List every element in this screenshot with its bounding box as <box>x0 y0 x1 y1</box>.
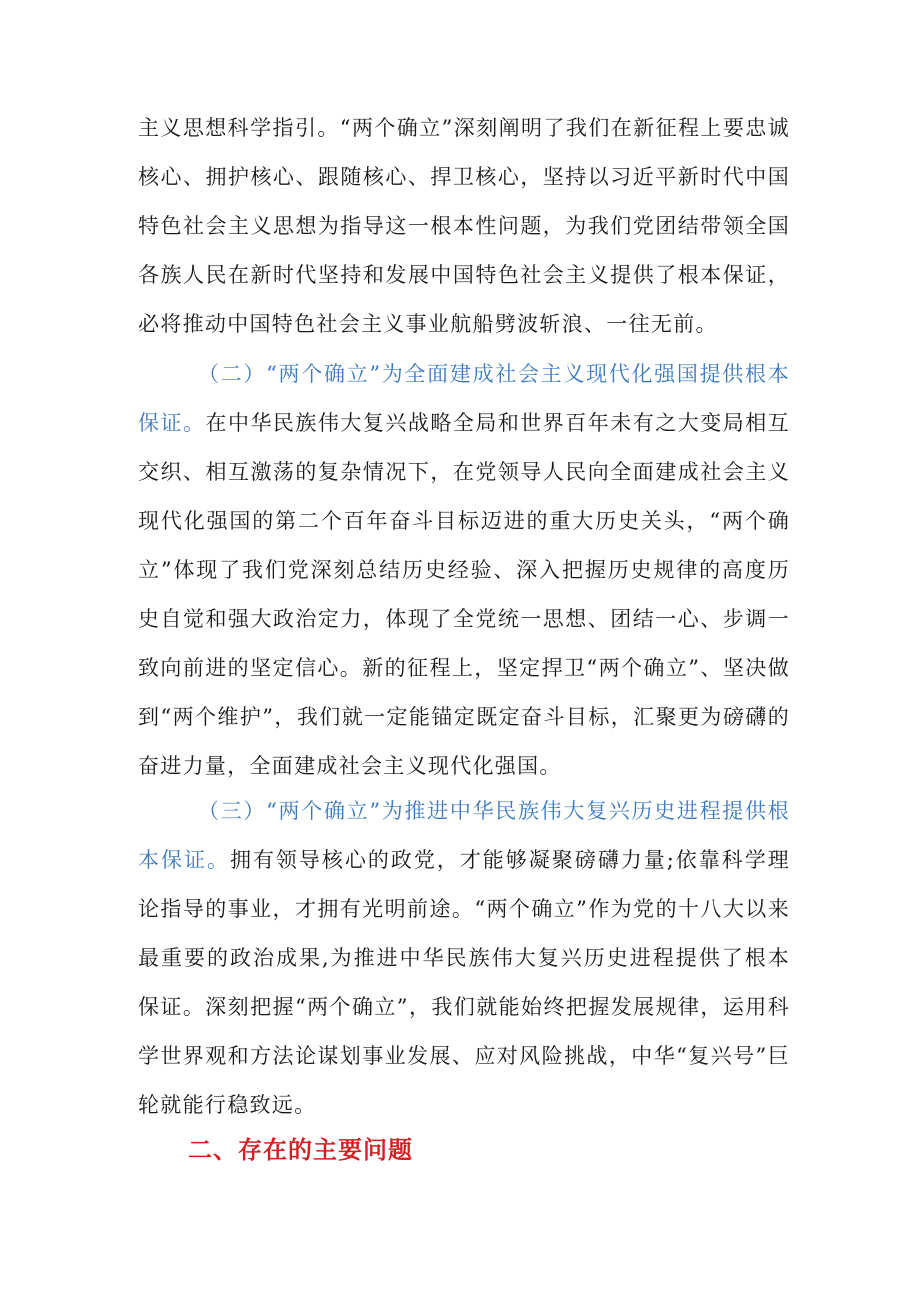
paragraph-section-3 <box>138 787 790 1130</box>
paragraph-body: 在中华民族伟大复兴战略全局和世界百年未有之大变局相互交织、相互激荡的复杂情况下，在党领导人民向全面建成社会主义现代化强国的第二个百年奋斗目标迈进的重大历史关头，“两个确立”体现了我们党深刻总结历史经验、深入把握历史规律的高度历史自觉和强大政治定力，体现了全党统一思想、团结一心、步调一致向前进的坚定信心。新的征程上，坚定捍卫“两个确立”、坚决做到“两个维护”，我们就一定能锚定既定奋斗目标，汇聚更为磅礴的奋进力量，全面建成社会主义现代化强国。 <box>138 411 790 778</box>
paragraph-body: 主义思想科学指引。“两个确立”深刻阐明了我们在新征程上要忠诚核心、拥护核心、跟随核心、捍卫核心，坚持以习近平新时代中国特色社会主义思想为指导这一根本性问题，为我们党团结带领全国各族人民在新时代坚持和发展中国特色社会主义提供了根本保证，必将推动中国特色社会主义事业航船劈波斩浪、一往无前。 <box>138 116 790 336</box>
paragraph-section-2 <box>138 350 790 791</box>
paragraph-continuation <box>138 104 790 349</box>
section-3-lead: （三）“两个确立”为推进中华民族伟大复兴历史进程提供根本保证。 <box>138 799 790 872</box>
paragraph-body: 拥有领导核心的政党，才能够凝聚磅礴力量;依靠科学理论指导的事业，才拥有光明前途。“两个确立”作为党的十八大以来最重要的政治成果,为推进中华民族伟大复兴历史进程提供了根本保证。深刻把握“两个确立”，我们就能始终把握发展规律，运用科学世界观和方法论谋划事业发展、应对风险挑战，中华“复兴号”巨轮就能行稳致远。 <box>138 848 790 1117</box>
section-2-lead: （二）“两个确立”为全面建成社会主义现代化强国提供根本保证。 <box>138 362 790 435</box>
section-heading: 二、存在的主要问题 <box>188 1136 413 1164</box>
